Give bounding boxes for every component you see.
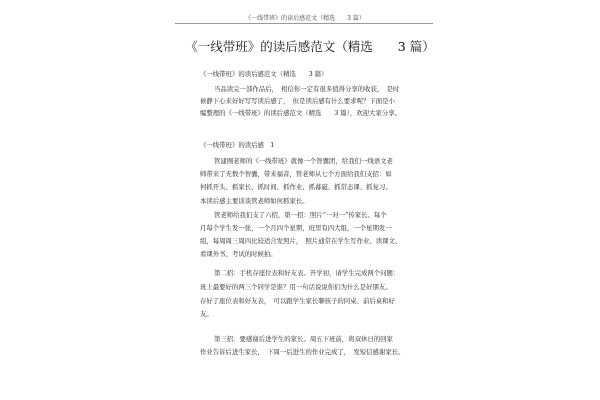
body-line: 班上最要好的两三个同学是谁？用一句话说说你们为什么是好朋友。 (200, 283, 392, 291)
running-header: 《一线带班》的读后感范文（精选 3 篇） (245, 15, 365, 22)
body-line: 作业告诉后进生家长， 下周一后进生的作业完成了， 发短信感谢家长。 (200, 348, 405, 356)
header-divider (175, 23, 433, 24)
intro-line: 当品读完一部作品后， 相信你一定有很多值得分享的收获， 是时 (214, 85, 400, 93)
body-line: 第三招：要感谢后进学生的家长。周五下班前，将双休日的回家 (214, 335, 393, 343)
section-heading: 《一线带班》的读后感 1 (200, 141, 275, 149)
body-line: 管建刚老师的《一线带班》就像一个智囊团，给我们一线语文老 (214, 157, 393, 165)
body-line: 组，每周周三周四比较适合发照片， 照片通常在学生写作业、读课文、 (200, 237, 402, 245)
intro-line: 候静下心来好好写写读后感了， 但是读后感有什么要求呢？下面是小 (200, 97, 395, 105)
body-line: 看课外书、考试的时候拍。 (200, 250, 277, 258)
body-line: 月每个学生发一张，一个月四个星期，班里有四大组，一个星期发一 (200, 224, 392, 232)
intro-line: 编整理的《一线带班》的读后感范文（精选 3 篇），欢迎大家分享。 (200, 109, 402, 117)
page-title: 《一线带班》的读后感范文（精选 3 篇） (185, 39, 435, 54)
body-line: 何抓开头、抓家长、抓时间、抓作业、抓幕磁、抓常态课、抓复习。 (200, 183, 392, 191)
body-line: 存好了座位表和好友表， 可以跟学生家长聊孩子的同桌、前后桌和好 (200, 297, 395, 305)
body-line: 管老师给我们支了六招，第一招：照片“一对一”传家长。每个 (214, 211, 387, 219)
body-line: 友。 (200, 310, 213, 318)
subtitle: 《一线带班》的读后感范文（精选 3 篇） (200, 70, 328, 78)
body-line: 第二招：手机存座位表和好友表。开学初，请学生完成两个问题： (214, 269, 400, 277)
body-line: 本读后感主要谈谈管老师如何抓家长。 (200, 197, 309, 205)
body-line: 师带来了无数个智囊，带来福音，管老师从七个方面给我们支招：如 (200, 170, 392, 178)
